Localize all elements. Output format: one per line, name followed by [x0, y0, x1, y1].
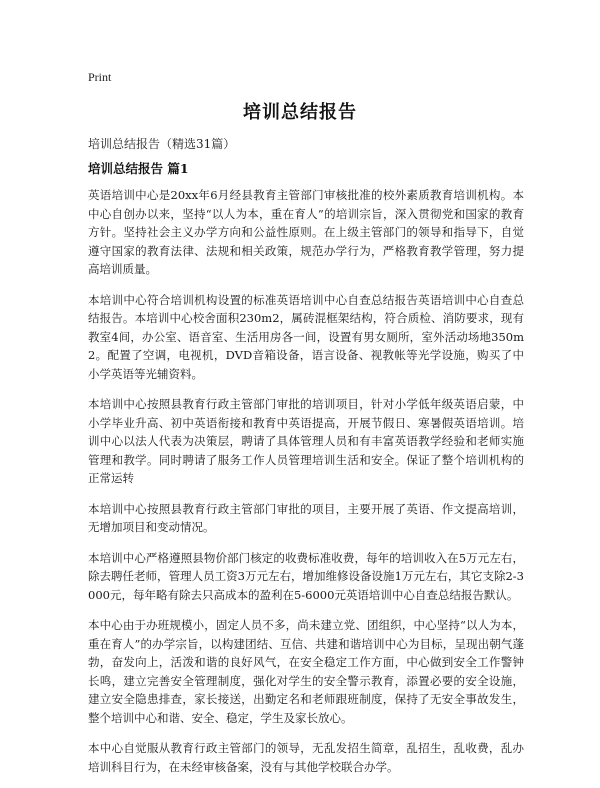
- document-subtitle: 培训总结报告（精选31篇）: [88, 137, 236, 151]
- document-title: 培训总结报告: [243, 102, 357, 123]
- document-body: [88, 186, 524, 788]
- paragraph: 本培训中心严格遵照县物价部门核定的收费标准收费，每年的培训收入在5万元左右，除去聘任老师，管理人员工资3万元左右，增加维修设备设施1万元左右，其它支除2-3000元，每年略有除去只高成本的盈利在5-6000元英语培训中心自查总结报告默认。: [88, 550, 524, 602]
- paragraph: 本培训中心符合培训机构设置的标准英语培训中心自查总结报告英语培训中心自查总结报告。本培训中心校舍面积230m2，属砖混框架结构，符合质检、消防要求，现有教室4间，办公室、语音室、生活用房各一间，设置有男女厕所，室外活动场地350m2。配置了空调，电视机，DVD音箱设备，语言设备、视教帐等光学设施，购买了中小学英语等光辅资料。: [88, 292, 524, 381]
- paragraph: 本培训中心按照县教育行政主管部门审批的培训项目，针对小学低年级英语启蒙，中小学毕业升高、初中英语衔接和教育中英语提高，开展节假日、寒暑假英语培训。培训中心以法人代表为决策层，聘请了具体管理人员和有丰富英语教学经验和老师实施管理和教学。同时聘请了服务工作人员管理培训生活和安全。保证了整个培训机构的正常运转: [88, 397, 524, 485]
- paragraph: 本中心自觉服从教育行政主管部门的领导，无乱发招生简章，乱招生，乱收费，乱办培训科目行为，在未经审核备案，没有与其他学校联合办学。: [88, 741, 524, 774]
- paragraph: 本中心由于办班规模小，固定人员不多，尚未建立党、团组织，中心坚持“以人为本，重在育人”的办学宗旨，以构建团结、互信、共建和谐培训中心为目标，呈现出朝气蓬勃，奋发向上，活泼和谐的良好风气，在安全稳定工作方面，中心做到安全工作警钟长鸣，建立完善安全管理制度，强化对学生的安全警示教育，添置必要的安全设施，建立安全隐患排查，家长接送，出勤定名和老师跟班制度，保持了无安全事故发生，整个培训中心和谐、安全、稳定，学生及家长放心。: [88, 618, 524, 725]
- print-label: Print: [88, 70, 112, 84]
- paragraph: 本培训中心按照县教育行政主管部门审批的项目，主要开展了英语、作文提高培训，无增加项目和变动情况。: [88, 501, 524, 534]
- section-heading: 培训总结报告 篇1: [88, 161, 189, 176]
- paragraph: 英语培训中心是20xx年6月经县教育主管部门审核批准的校外素质教育培训机构。本中心自创办以来，坚持“以人为本，重在育人”的培训宗旨，深入贯彻党和国家的教育方针。坚持社会主义办学方向和公益性原则。在上级主管部门的领导和指导下，自觉遵守国家的教育法律、法规和相关政策，规范办学行为，严格教育教学管理，努力提高培训质量。: [88, 188, 524, 276]
